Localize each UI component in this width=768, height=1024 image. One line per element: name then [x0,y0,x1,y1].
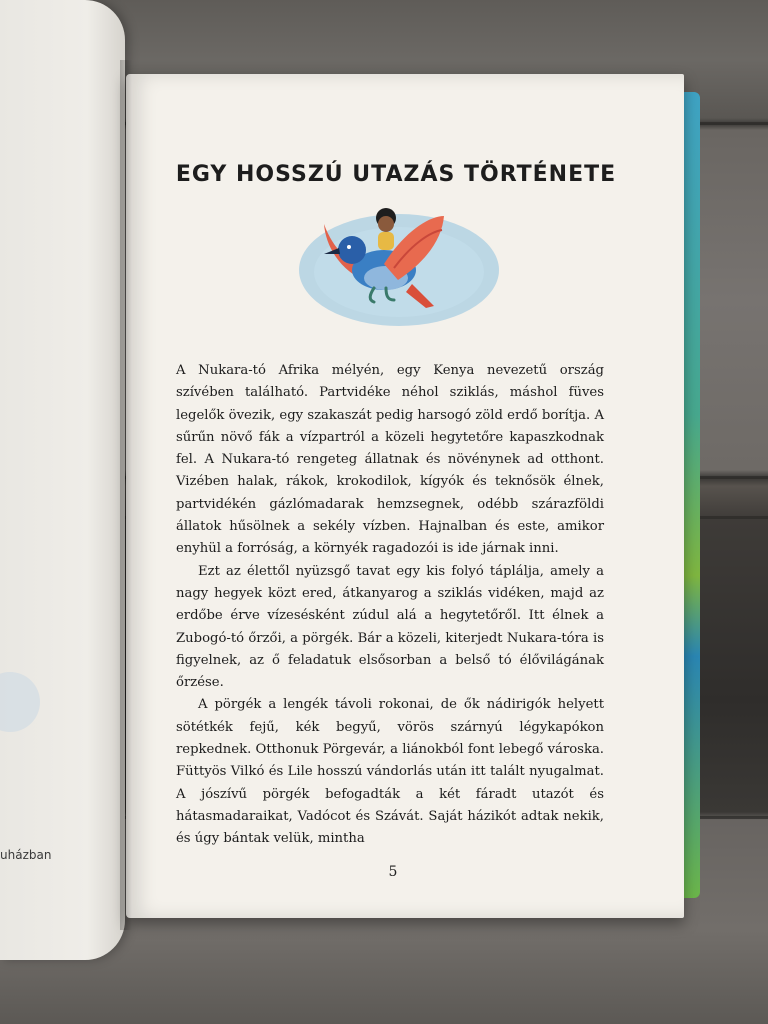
chapter-title: EGY HOSSZÚ UTAZÁS TÖRTÉNETE [175,162,617,187]
paragraph: A pörgék a lengék távoli rokonai, de ők nádirigók helyett sötétkék fejű, kék begyű, vörös szárnyú légykapókon repkednek. Otthonuk Pörgevár, a liánokból font lebegő városka. Füttyös Vilkó és Lile hosszú vándorlás után itt talált nyugalmat. A jószívű pörgék befogadták a két fáradt utazót és hátasmadaraikat, Vadócot és Szávát. Saját házikót adtak nekik, és úgy bántak velük, mintha [176,697,604,847]
paragraph: Ezt az élettől nyüzsgő tavat egy kis folyó táplálja, amely a nagy hegyek közt ered, átkanyarog a sziklás vidéken, majd az erdőbe érve vízesésként zúdul alá a hegytetőről. Itt élnek a Zubogó-tó őrzői, a pörgék. Bár a közeli, kiterjedt Nukara-tóra is figyelnek, az ő feladatuk elsősorban a belső tó élővilágának őrzése. [176,563,604,691]
left-page-illustration-fragment [0,672,40,732]
page-number: 5 [388,864,398,880]
book-gutter-shadow [120,60,132,930]
body-text [176,360,604,851]
paragraph: A Nukara-tó Afrika mélyén, egy Kenya nevezetű ország szívében található. Partvidéke néhol sziklás, máshol füves legelők övezik, egy szakaszát pedig harsogó zöld erdő borítja. A sűrűn növő fák a vízpartról a közeli hegytetőre kapaszkodnak fel. A Nukara-tó rengeteg állatnak és növénynek ad otthont. Vizében halak, rákok, krokodilok, kígyók és teknősök élnek, partvidékén gázlómadarak hemzsegnek, odébb szárazföldi állatok hűsölnek a sekély vízben. Hajnalban és este, amikor enyhül a forróság, a környék ragadozói is ide járnak inni. [176,363,604,557]
left-page [0,0,125,960]
child-riding-bird-illustration [294,202,504,332]
left-page-footer-text: uházban [0,848,52,862]
right-page [126,74,684,918]
